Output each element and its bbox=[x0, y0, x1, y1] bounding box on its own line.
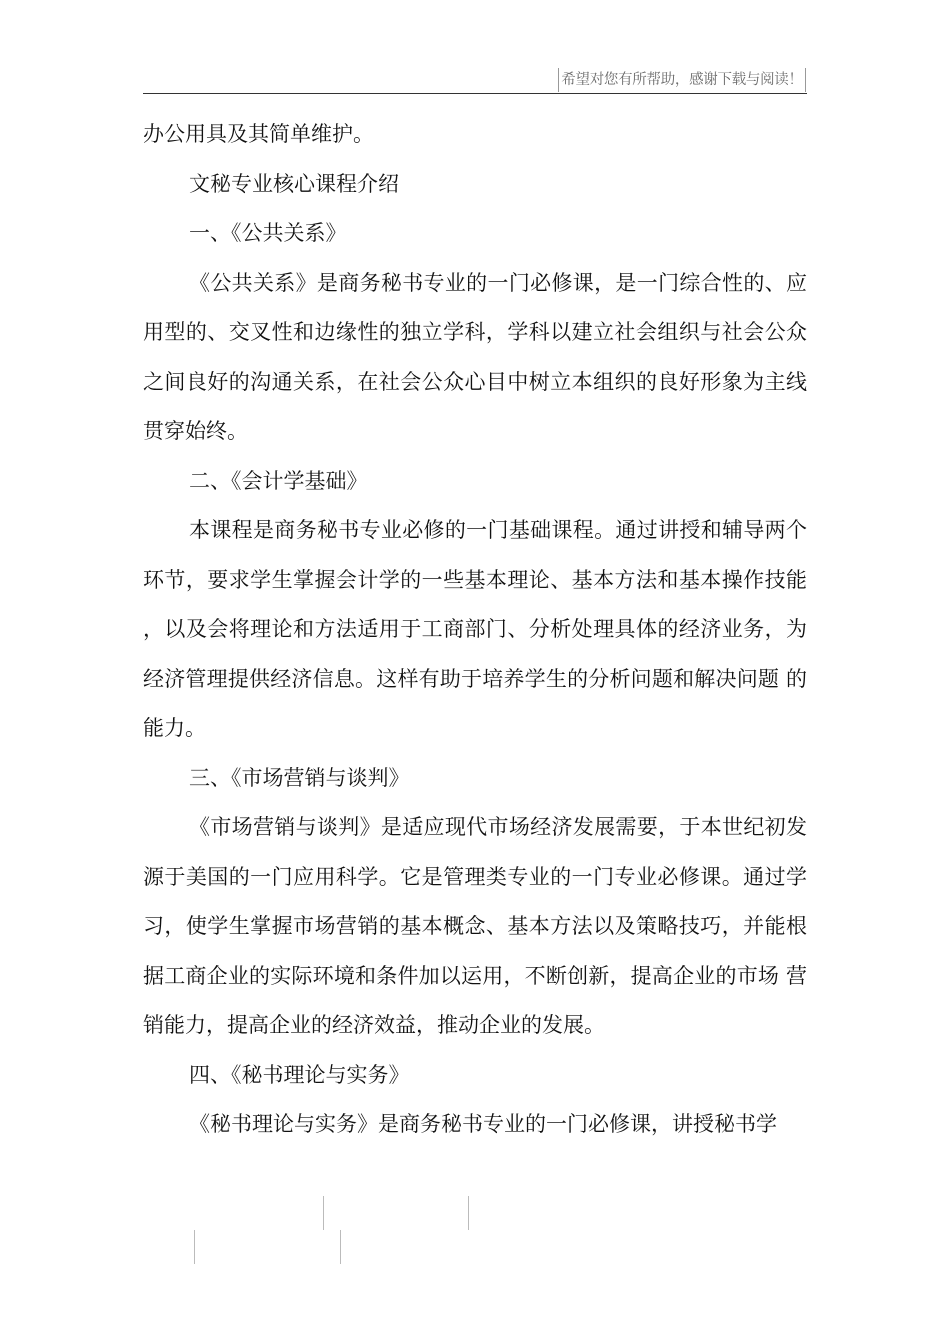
footer-divider bbox=[194, 1230, 195, 1264]
course-heading-2: 二、《会计学基础》 bbox=[189, 468, 368, 493]
document-body bbox=[143, 110, 807, 1150]
course-description-4: 《秘书理论与实务》是商务秘书专业的一门必修课，讲授秘书学 bbox=[189, 1112, 777, 1136]
paragraph-continuation: 办公用具及其简单维护。 bbox=[143, 122, 374, 146]
footer-divider bbox=[468, 1196, 469, 1230]
course-description-3: 《市场营销与谈判》是适应现代市场经济发展需要，于本世纪初发源于美国的一门应用科学。它是管理类专业的一门专业必修课。通过学 习，使学生掌握市场营销的基本概念、基本方法以及策略技巧，并能根据工商企业的实际环境和条件加以运用，不断创新，提高企业的市场 营销能力，提高企业的经济效益，推动企业的发展。 bbox=[143, 815, 807, 1037]
course-description-1: 《公共关系》是商务秘书专业的一门必修课，是一门综合性的、应用型的、交叉性和边缘性的独立学科，学科以建立社会组织与社会公众 之间良好的沟通关系，在社会公众心目中树立本组织的良好形象为主线贯穿始终。 bbox=[143, 270, 807, 443]
section-title: 文秘专业核心课程介绍 bbox=[189, 171, 399, 196]
header-rule bbox=[143, 93, 807, 94]
course-description-2: 本课程是商务秘书专业必修的一门基础课程。通过讲授和辅导两个环节，要求学生掌握会计学的一些基本理论、基本方法和基本操作技能 ，以及会将理论和方法适用于工商部门、分析处理具体的经济业务，为经济管理提供经济信息。这样有助于培养学生的分析问题和解决问题 的能力。 bbox=[143, 518, 807, 740]
footer-divider bbox=[340, 1230, 341, 1264]
course-heading-3: 三、《市场营销与谈判》 bbox=[189, 765, 410, 790]
header-note: 希望对您有所帮助，感谢下载与阅读！ bbox=[558, 68, 806, 92]
course-heading-1: 一、《公共关系》 bbox=[189, 221, 347, 245]
course-heading-4: 四、《秘书理论与实务》 bbox=[189, 1062, 410, 1087]
footer-divider bbox=[323, 1196, 324, 1230]
